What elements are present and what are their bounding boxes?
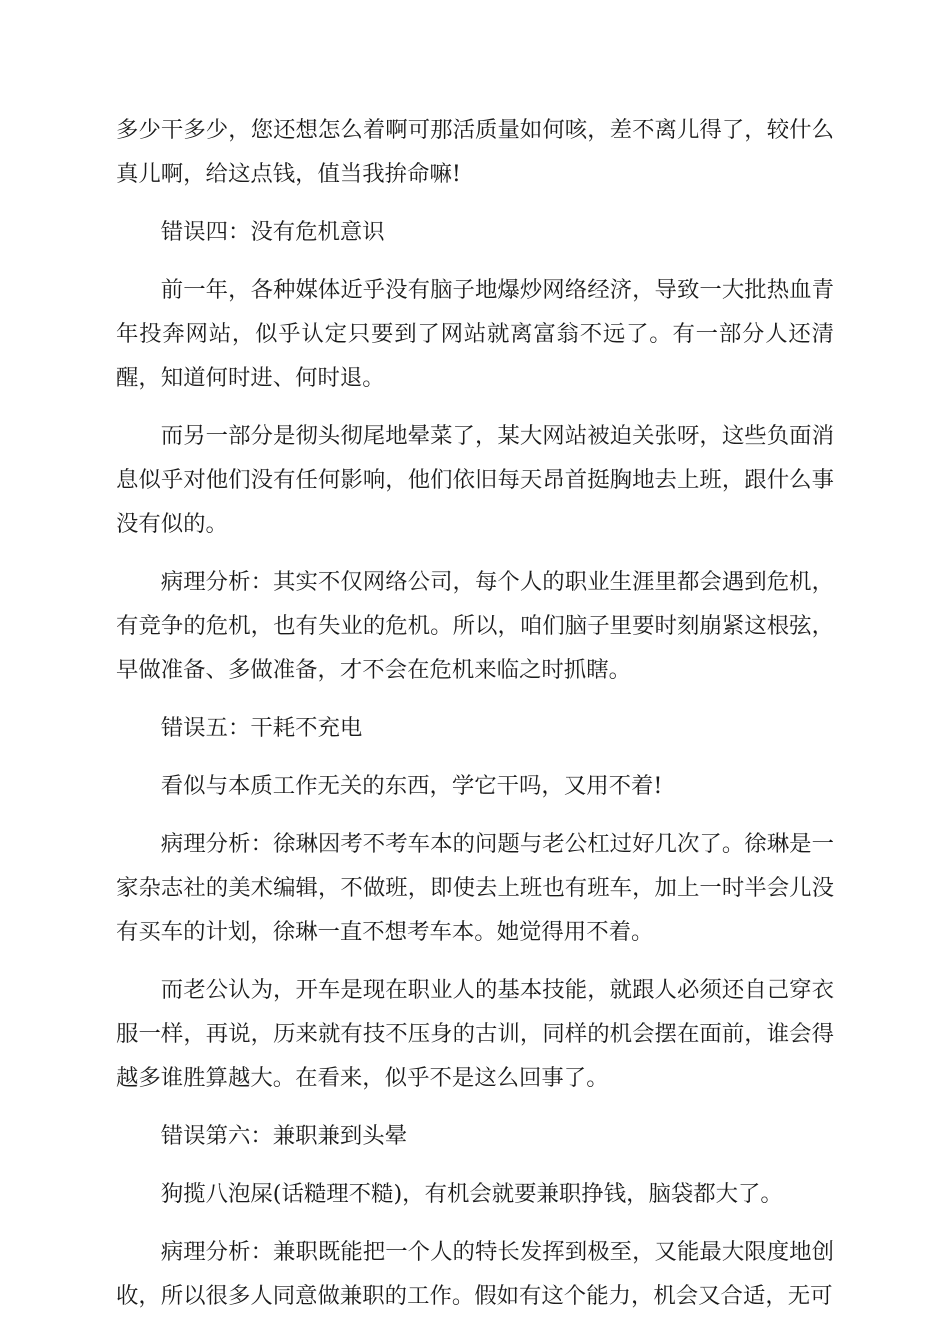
paragraph-continuation: 多少干多少，您还想怎么着啊可那活质量如何咳，差不离儿得了，较什么真儿啊，给这点钱，值当我拚命嘛! (116, 117, 834, 187)
heading-error-four: 错误四：没有危机意识 (160, 219, 385, 245)
paragraph: 而老公认为，开车是现在职业人的基本技能，就跟人必须还自己穿衣服一样，再说，历来就有技不压身的古训，同样的机会摆在面前，谁会得越多谁胜算越大。在看来，似乎不是这么回事了。 (116, 977, 834, 1091)
document-body (116, 108, 834, 1332)
paragraph: 病理分析：兼职既能把一个人的特长发挥到极至，又能最大限度地创收，所以很多人同意做兼职的工作。假如有这个能力，机会又合适，无可 (116, 1239, 834, 1309)
paragraph: 前一年，各种媒体近乎没有脑子地爆炒网络经济，导致一大批热血青年投奔网站，似乎认定只要到了网站就离富翁不远了。有一部分人还清醒，知道何时进、何时退。 (116, 277, 834, 391)
paragraph: 看似与本质工作无关的东西，学它干吗，又用不着! (160, 773, 663, 799)
heading-error-six: 错误第六：兼职兼到头晕 (160, 1123, 408, 1149)
paragraph: 病理分析：其实不仅网络公司，每个人的职业生涯里都会遇到危机，有竞争的危机，也有失业的危机。所以，咱们脑子里要时刻崩紧这根弦，早做准备、多做准备，才不会在危机来临之时抓瞎。 (116, 569, 834, 683)
heading-error-five: 错误五：干耗不充电 (160, 715, 363, 741)
paragraph: 狗揽八泡屎(话糙理不糙)，有机会就要兼职挣钱，脑袋都大了。 (160, 1181, 783, 1207)
paragraph: 而另一部分是彻头彻尾地晕菜了，某大网站被迫关张呀，这些负面消息似乎对他们没有任何影响，他们依旧每天昂首挺胸地去上班，跟什么事没有似的。 (116, 423, 834, 537)
paragraph: 病理分析：徐琳因考不考车本的问题与老公杠过好几次了。徐琳是一家杂志社的美术编辑，不做班，即使去上班也有班车，加上一时半会儿没有买车的计划，徐琳一直不想考车本。她觉得用不着。 (116, 831, 834, 945)
